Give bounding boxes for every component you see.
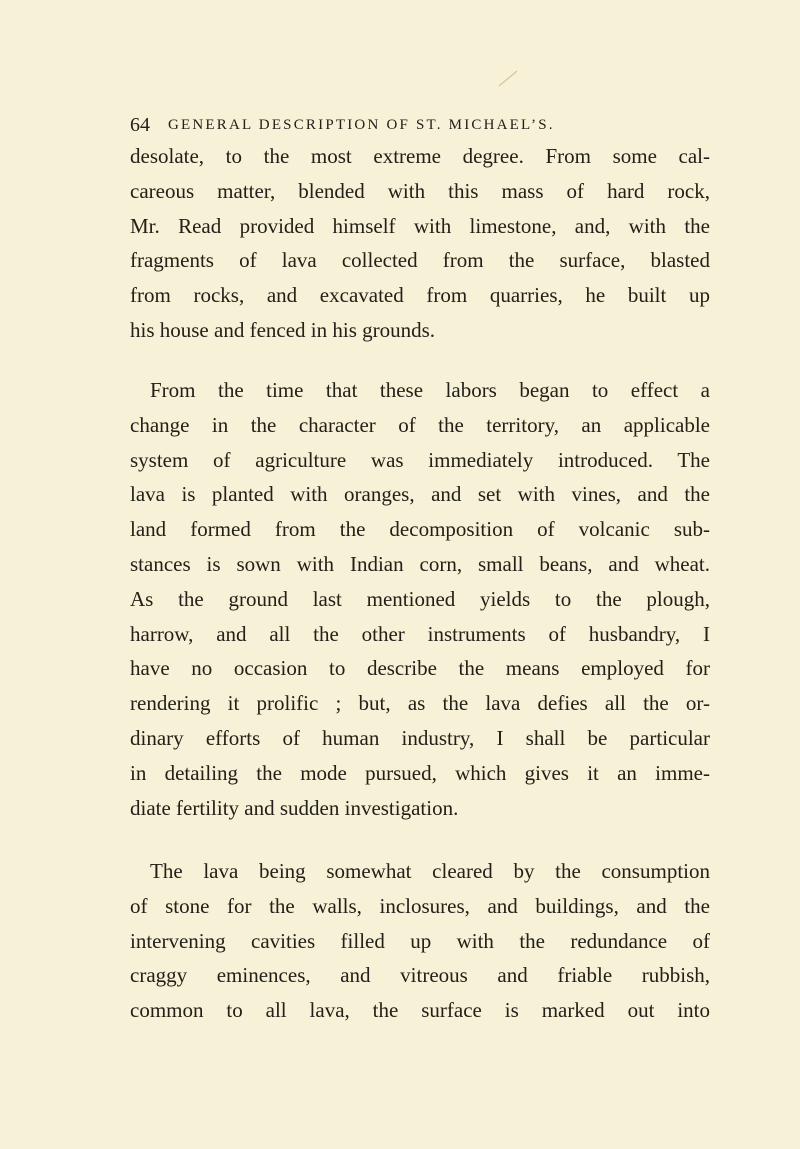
text-line: The lava being somewhat cleared by the consumption [150, 859, 710, 883]
text-line: Mr. Read provided himself with limestone, and, with the [130, 213, 710, 238]
text-line: system of agriculture was immediately introduced. The [130, 447, 710, 472]
text-line: common to all lava, the surface is marked out into [130, 998, 710, 1023]
text-line: of stone for the walls, inclosures, and buildings, and the [130, 893, 710, 918]
text-line: From the time that these labors began to effect a [150, 378, 710, 402]
text-line: desolate, to the most extreme degree. From some cal- [130, 144, 710, 168]
paragraph-1 [130, 139, 710, 348]
text-line: have no occasion to describe the means employed for [130, 656, 710, 681]
paragraph-2 [130, 373, 710, 825]
running-head [130, 114, 690, 138]
text-line: As the ground last mentioned yields to the plough, [130, 586, 710, 611]
text-line: land formed from the decomposition of volcanic sub- [130, 517, 710, 542]
text-line: stances is sown with Indian corn, small beans, and wheat. [130, 551, 710, 576]
text-line: from rocks, and excavated from quarries, he built up [130, 283, 710, 308]
text-line: diate fertility and sudden investigation. [130, 795, 459, 820]
text-line: change in the character of the territory, an applicable [130, 412, 710, 437]
text-line: harrow, and all the other instruments of husbandry, I [130, 621, 710, 646]
text-line: in detailing the mode pursued, which gives it an imme- [130, 760, 710, 785]
text-line: his house and fenced in his grounds. [130, 317, 436, 342]
text-line: lava is planted with oranges, and set with vines, and the [130, 482, 710, 507]
running-title: GENERAL DESCRIPTION OF ST. MICHAEL’S. [168, 117, 555, 133]
pencil-mark-icon [497, 68, 519, 88]
text-line: rendering it prolific ; but, as the lava defies all the or- [130, 691, 710, 716]
text-line: fragments of lava collected from the surface, blasted [130, 248, 710, 273]
text-line: careous matter, blended with this mass of hard rock, [130, 178, 710, 203]
text-line: dinary efforts of human industry, I shall be particular [130, 725, 710, 750]
text-line: craggy eminences, and vitreous and friable rubbish, [130, 963, 710, 988]
text-line: intervening cavities filled up with the redundance of [130, 928, 710, 953]
page-number: 64 [130, 114, 150, 136]
paragraph-3 [130, 854, 710, 1028]
